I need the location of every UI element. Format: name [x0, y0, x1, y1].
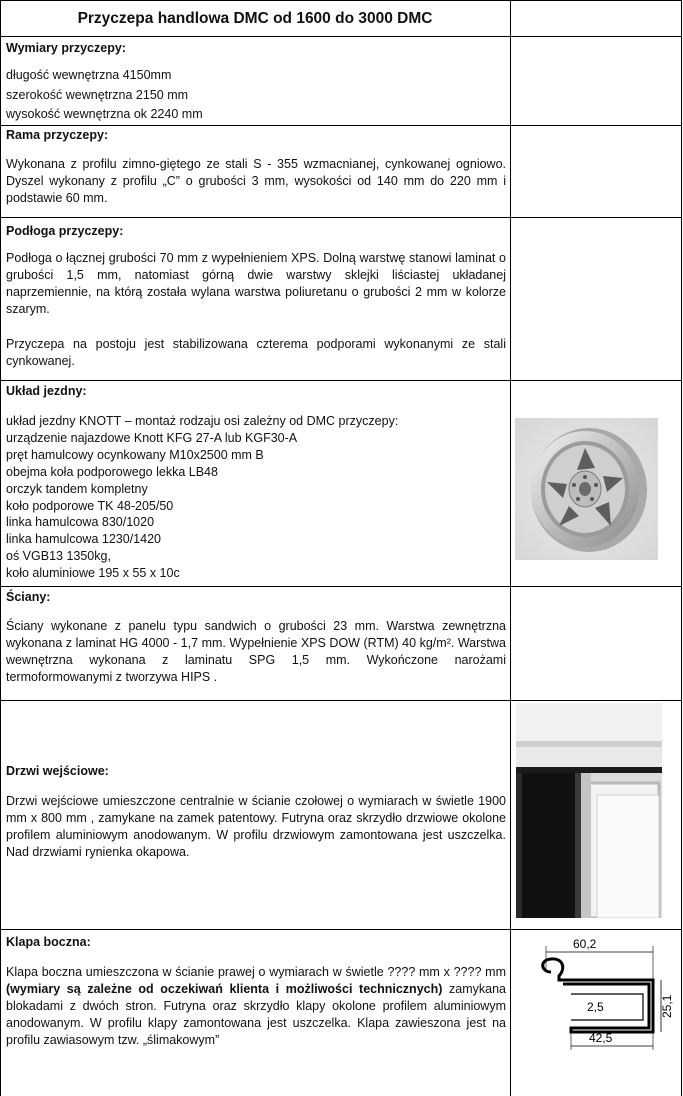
list-item: pręt hamulcowy ocynkowany M10x2500 mm B [6, 447, 264, 462]
klapa-text-b: zamykana blokadami z dwóch stron. Futryna oraz skrzydło klapy okolone profilem aluminiowym anodowanym. W profilu klapy zamontowana jest uszczelka. Klapa zawieszona jest na profilu zawiasowym tzw. „ślimakowym” [6, 982, 506, 1047]
title-row [0, 0, 682, 37]
dim-label: 25,1 [660, 994, 674, 1018]
list-item: koło aluminiowe 195 x 55 x 10c [6, 566, 180, 581]
list-item: szerokość wewnętrzna 2150 mm [6, 87, 189, 102]
list-item: długość wewnętrzna 4150mm [6, 68, 172, 82]
klapa-text-a: Klapa boczna umieszczona w ścianie prawej o wymiarach w świetle ???? mm x ???? mm [6, 965, 506, 979]
dim-label: 60,2 [573, 937, 597, 951]
podloga-heading: Podłoga przyczepy: [6, 224, 124, 238]
sciany-heading: Ściany: [6, 590, 51, 604]
uklad-heading: Układ jezdny: [6, 384, 87, 398]
section-wymiary [0, 36, 682, 126]
section-sciany [0, 586, 682, 701]
section-rama [0, 125, 682, 218]
list-item: wysokość wewnętrzna ok 2240 mm [6, 107, 203, 121]
drzwi-text: Drzwi wejściowe umieszczone centralnie w ścianie czołowej o wymiarach w świetle 1900 mm x 800 mm , zamykane na zamek patentowy. Futryna oraz skrzydło drzwiowe okolone profilem aluminiowym anodowanym. W profilu drzwiowym zamontowana jest uszczelka. Nad drzwiami rynienka okapowa. [6, 794, 506, 859]
klapa-text-bold: (wymiary są zależne od oczekiwań klienta i możliwości technicznych) [6, 982, 443, 996]
list-item: układ jezdny KNOTT – montaż rodzaju osi zależny od DMC przyczepy: [6, 414, 399, 428]
podloga-text-1: Podłoga o łącznej grubości 70 mm z wypełnieniem XPS. Dolną warstwę stanowi laminat o grubości 1,5 mm, natomiast górną dwie warstwy sklejki liściastej układanej naprzemiennie, na którą została wylana warstwa poliuretanu o grubości 2 mm w kolorze szarym. [6, 251, 506, 316]
sciany-text: Ściany wykonane z panelu typu sandwich o grubości 23 mm. Warstwa zewnętrzna wykonana z laminat HG 4000 - 1,7 mm. Wypełnienie XPS DOW (RTM) 40 kg/m². Warstwa wewnętrzna wykonana z laminatu SPG 1,5 mm. Wykończone narożami termoformowanymi z tworzywa HIPS . [6, 619, 506, 684]
wymiary-list [6, 66, 506, 125]
rama-text: Wykonana z profilu zimno-giętego ze stali S - 355 wzmacnianej, cynkowanej ogniowo. Dyszel wykonany z profilu „C” o grubości 3 mm, wysokości od 140 mm do 220 mm i podstawie 60 mm. [6, 157, 506, 205]
drzwi-heading: Drzwi wejściowe: [6, 764, 109, 778]
section-drzwi [0, 700, 682, 930]
list-item: oś VGB13 1350kg, [6, 549, 111, 564]
uklad-list [6, 413, 506, 582]
wymiary-heading: Wymiary przyczepy: [6, 41, 126, 55]
list-item: orczyk tandem kompletny [6, 481, 148, 496]
door-image [511, 703, 682, 918]
list-item: obejma koła podporowego lekka LB48 [6, 464, 218, 479]
list-item: koło podporowe TK 48-205/50 [6, 498, 174, 513]
document-title: Przyczepa handlowa DMC od 1600 do 3000 DMC [77, 10, 433, 27]
section-podloga [0, 217, 682, 381]
section-klapa [0, 929, 682, 1096]
section-uklad [0, 380, 682, 587]
klapa-text [6, 964, 506, 1049]
column-divider [510, 0, 511, 1096]
list-item: urządzenie najazdowe Knott KFG 27-A lub KGF30-A [6, 430, 298, 445]
klapa-heading: Klapa boczna: [6, 935, 91, 949]
dim-label: 2,5 [587, 1000, 604, 1014]
dim-label: 42,5 [589, 1031, 613, 1045]
wheel-image [511, 418, 682, 560]
podloga-text-2: Przyczepa na postoju jest stabilizowana czterema podporami wykonanymi ze stali cynkowanej. [6, 337, 506, 368]
list-item: linka hamulcowa 830/1020 [6, 515, 155, 530]
list-item: linka hamulcowa 1230/1420 [6, 532, 161, 547]
rama-heading: Rama przyczepy: [6, 128, 109, 142]
profile-drawing [511, 932, 682, 1057]
